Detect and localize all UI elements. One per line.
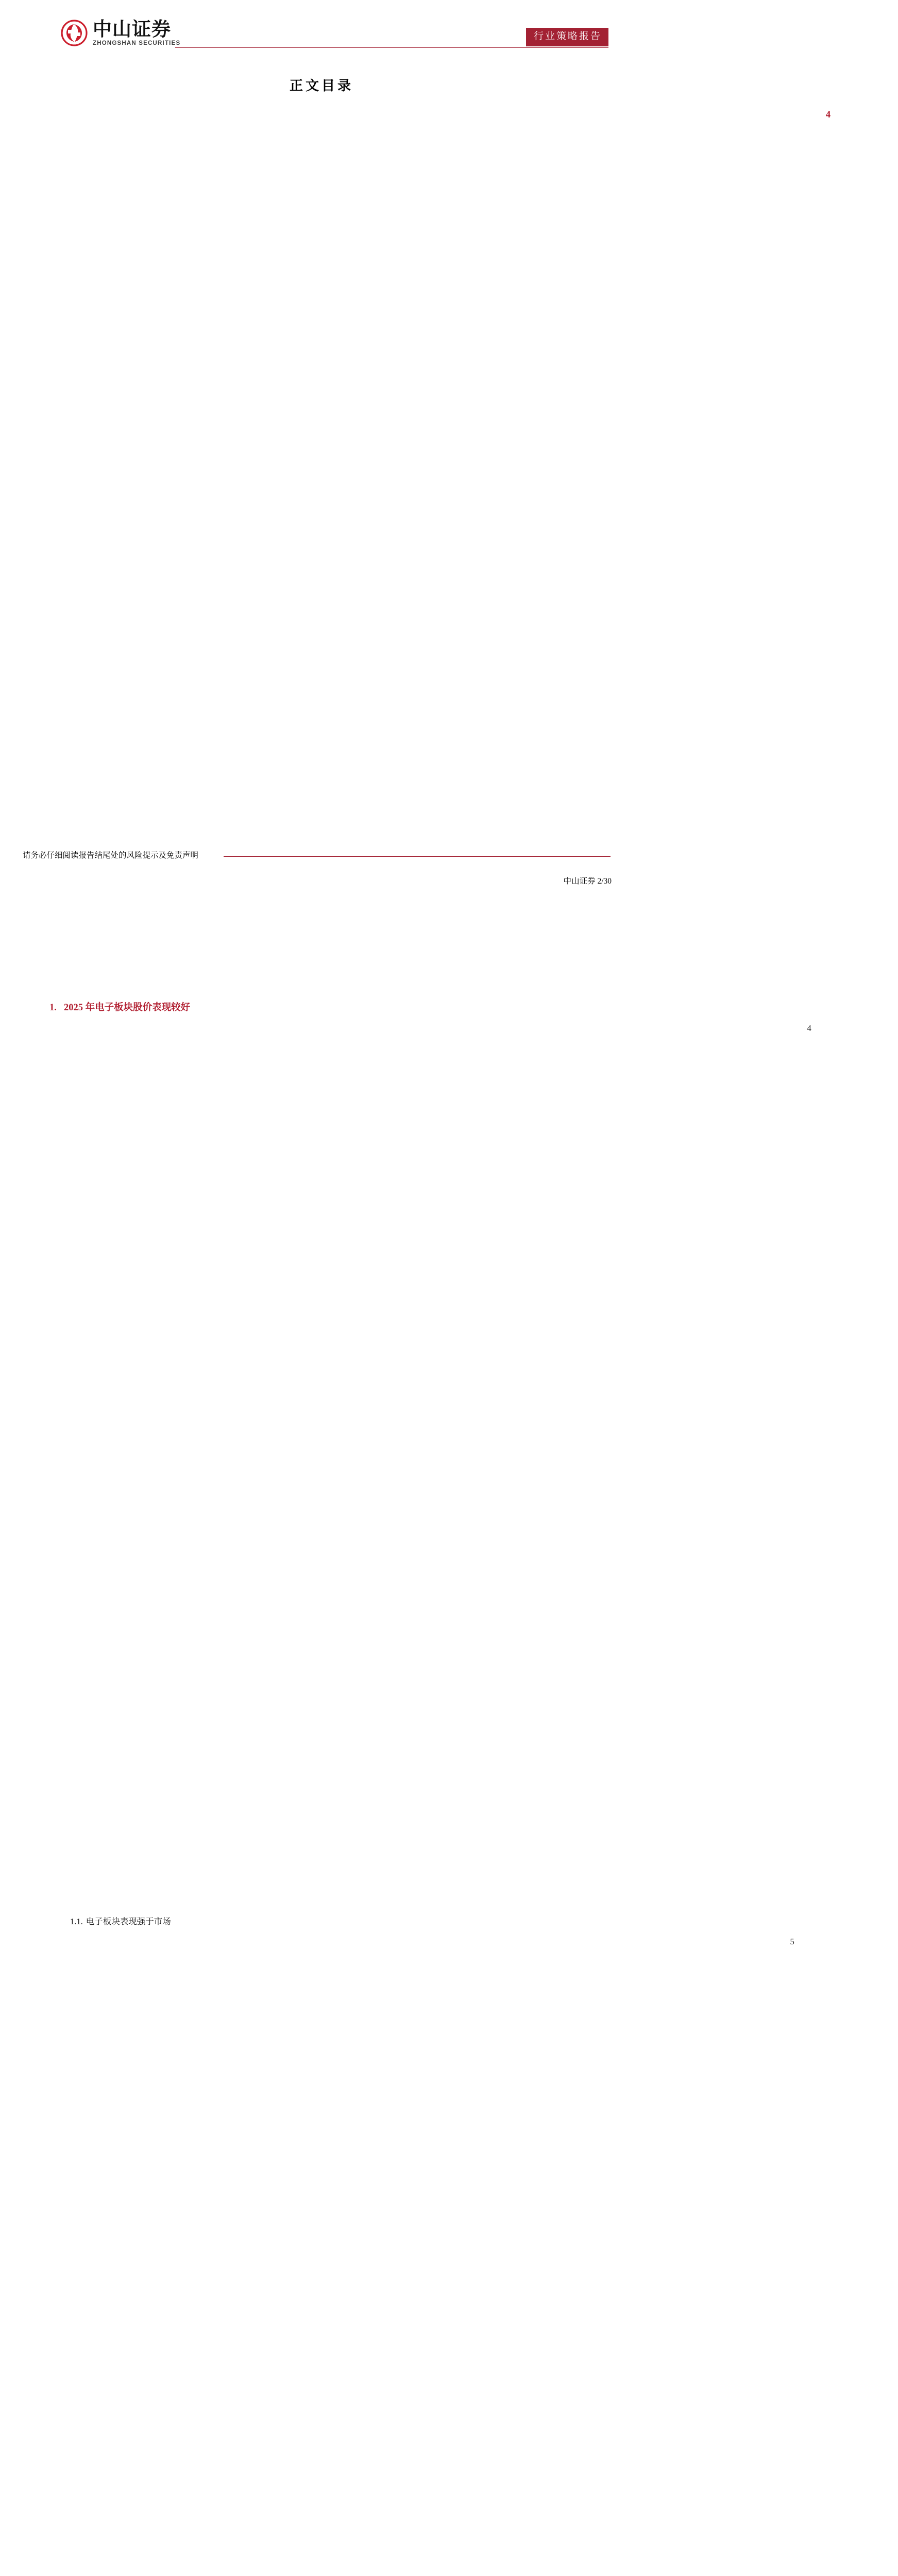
footer-top-row <box>23 849 617 862</box>
footer-divider <box>224 856 611 857</box>
header-divider <box>175 47 608 48</box>
page-header <box>61 18 608 57</box>
brand-lockup <box>61 20 180 46</box>
footer-page-number: 2/30 <box>597 877 612 886</box>
brand-text <box>93 20 180 46</box>
footer-page-indicator <box>564 875 612 886</box>
brand-name-cn: 中山证券 <box>93 19 171 40</box>
brand-name-en: ZHONGSHAN SECURITIES <box>93 40 181 46</box>
toc-entry-page-number: 4 <box>825 110 831 120</box>
toc-entry[interactable] <box>49 1937 794 2576</box>
page-footer <box>23 849 617 886</box>
toc-entry-label: 2025 年电子板块股价表现较好 <box>64 1003 191 1013</box>
toc-entry-number: 1.1. <box>70 1917 83 1926</box>
zhongshan-circular-emblem-icon <box>61 20 88 46</box>
toc-entry[interactable] <box>49 1023 811 1927</box>
risk-disclaimer-note: 请务必仔细阅读报告结尾处的风险提示及免责声明 <box>23 851 199 860</box>
report-type-badge: 行业策略报告 <box>526 28 608 46</box>
toc-entry-page-number: 5 <box>790 1937 794 1946</box>
footer-brand: 中山证券 <box>563 877 596 886</box>
toc-entry-number: 1. <box>49 1003 57 1013</box>
toc-title: 正文目录 <box>289 78 353 93</box>
toc-entry-page-number: 4 <box>807 1023 811 1033</box>
toc-entry-label: 电子板块表现强于市场 <box>86 1917 171 1926</box>
